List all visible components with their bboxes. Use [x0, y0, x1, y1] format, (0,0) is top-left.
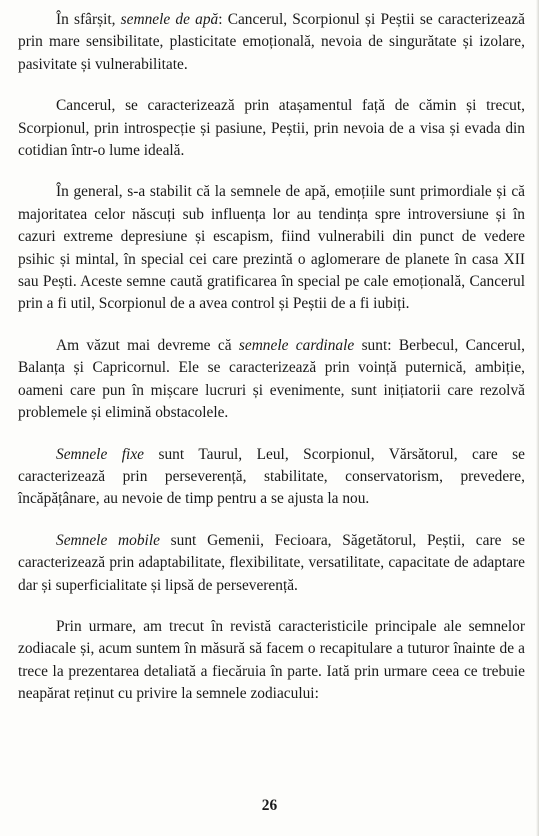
text-segment: sunt: Berbecul, Cancerul, Balanța și Capricornul. Ele se caracterizează prin voință puternică, ambiție, oameni care pun în mișcare lucruri și evenimente, sunt inițiatorii care rezolvă problemele și elimină obstacolele. — [18, 336, 525, 422]
text-segment: Am văzut mai devreme că — [56, 336, 239, 354]
paragraph-summary — [18, 616, 525, 706]
paragraph-cardinal-signs — [18, 335, 525, 425]
body-text — [18, 9, 525, 706]
paragraph-water-signs-general — [18, 181, 525, 315]
text-segment: sunt Taurul, Leul, Scorpionul, Vărsătorul, care se caracterizează prin perseverență, stabilitate, conservatorism, prevedere, încăpățânare, au nevoie de timp pentru a se ajusta la nou. — [18, 445, 525, 508]
italic-term-mutable-signs: Semnele mobile — [56, 531, 160, 549]
page-number: 26 — [261, 797, 278, 814]
text-segment: În sfârșit, — [56, 11, 121, 28]
paragraph-water-signs — [18, 9, 525, 76]
paragraph-water-signs-traits — [18, 95, 525, 162]
italic-term-fixed-signs: Semnele fixe — [56, 445, 144, 463]
paragraph-fixed-signs — [18, 444, 525, 511]
text-segment: În general, s-a stabilit că la semnele de apă, emoțiile sunt primordiale și că majoritatea celor născuți sub influența lor au tendința spre introversiune și în cazuri extreme depresiune și escapism, fiind vulnerabili din punct de vedere psihic și mintal, în special cei care prezintă o aglomerare de planete în casa XII sau Pești. Aceste semne caută gratificarea în special pe cale emoțională, Cancerul prin a fi util, Scorpionul de a avea control și Peștii de a fi iubiți. — [18, 183, 525, 313]
text-segment: : Cancerul, Scorpionul și Peștii se caracterizează prin mare sensibilitate, plasticitate emoțională, nevoia de singurătate și izolare, pasivitate și vulnerabilitate. — [18, 11, 525, 73]
italic-term-cardinal-signs: semnele cardinale — [238, 336, 355, 354]
text-segment: Prin urmare, am trecut în revistă caracteristicile principale ale semnelor zodiacale și, acum suntem în măsură să facem o recapitulare a tuturor înainte de a trece la prezentarea detaliată a fiecăruia în parte. Iată prin urmare ceea ce trebuie neapărat reținut cu privire la semnele zodiacului: — [18, 617, 525, 703]
paragraph-mutable-signs — [18, 530, 525, 597]
text-segment: Cancerul, se caracterizează prin atașamentul față de cămin și trecut, Scorpionul, prin introspecție și pasiune, Peștii, prin nevoia de a visa și evada din cotidian într-o lume ideală. — [18, 97, 525, 160]
text-segment: sunt Gemenii, Fecioara, Săgetătorul, Peștii, care se caracterizează prin adaptabilitate, flexibilitate, versatilitate, capacitate de adaptare dar și superficialitate și lipsă de perseverență. — [18, 531, 525, 594]
italic-term-water-signs: semnele de apă — [120, 11, 219, 28]
